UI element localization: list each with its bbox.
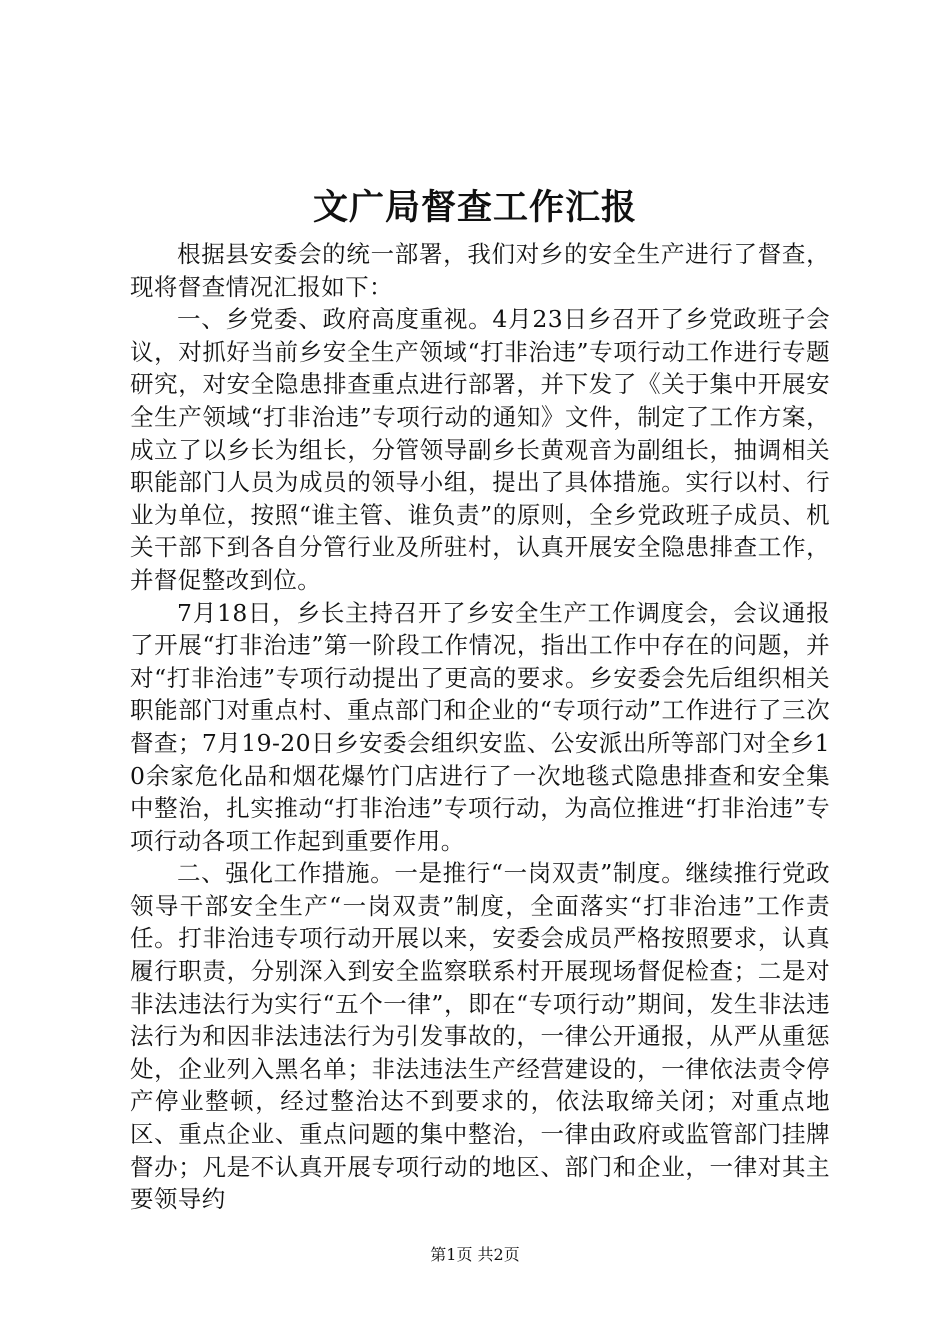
paragraph-july-meeting: 7月18日，乡长主持召开了乡安全生产工作调度会，会议通报了开展“打非治违”第一阶段工作情况，指出工作中存在的问题，并对“打非治违”专项行动提出了更高的要求。乡安委会先后组织相关职能部门对重点村、重点部门和企业的“专项行动”工作进行了三次督查；7月19-20日乡安委会组织安监、公安派出所等部门对全乡10余家危化品和烟花爆竹门店进行了一次地毯式隐患排查和安全集中整治，扎实推动“打非治违”专项行动，为高位推进“打非治违”专项行动各项工作起到重要作用。 xyxy=(130,598,830,855)
paragraph-section-one: 一、乡党委、政府高度重视。4月23日乡召开了乡党政班子会议，对抓好当前乡安全生产领域“打非治违”专项行动工作进行专题研究，对安全隐患排查重点进行部署，并下发了《关于集中开展安全生产领域“打非治违”专项行动的通知》文件，制定了工作方案，成立了以乡长为组长，分管领导副乡长黄观音为副组长，抽调相关职能部门人员为成员的领导小组，提出了具体措施。实行以村、行业为单位，按照“谁主管、谁负责”的原则，全乡党政班子成员、机关干部下到各自分管行业及所驻村，认真开展安全隐患排查工作，并督促整改到位。 xyxy=(130,305,830,594)
paragraph-section-two: 二、强化工作措施。一是推行“一岗双责”制度。继续推行党政领导干部安全生产“一岗双责”制度，全面落实“打非治违”工作责任。打非治违专项行动开展以来，安委会成员严格按照要求，认真履行职责，分别深入到安全监察联系村开展现场督促检查；二是对非法违法行为实行“五个一律”，即在“专项行动”期间，发生非法违法行为和因非法违法行为引发事故的，一律公开通报，从严从重惩处，企业列入黑名单；非法违法生产经营建设的，一律依法责令停产停业整顿，经过整治达不到要求的，依法取缔关闭；对重点地区、重点企业、重点问题的集中整治，一律由政府或监管部门挂牌督办；凡是不认真开展专项行动的地区、部门和企业，一律对其主要领导约 xyxy=(130,859,830,1214)
document-title: 文广局督查工作汇报 xyxy=(312,188,637,228)
page-footer: 第1页 共2页 xyxy=(430,1245,520,1264)
paragraph-intro: 根据县安委会的统一部署，我们对乡的安全生产进行了督查，现将督查情况汇报如下： xyxy=(130,240,830,301)
document-body xyxy=(130,238,830,1216)
